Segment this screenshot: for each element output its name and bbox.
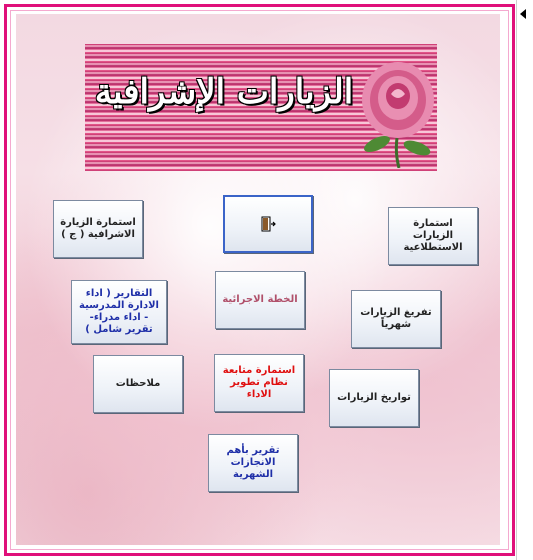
vertical-scrollbar[interactable] <box>516 0 533 560</box>
exit-button[interactable] <box>223 195 313 253</box>
notes-button[interactable]: ملاحظات <box>93 355 183 413</box>
survey-visits-form-button[interactable]: استمارة الزيارات الاستطلاعية <box>388 207 478 265</box>
exit-door-icon <box>260 216 276 232</box>
rose-image <box>355 48 441 168</box>
banner-title: الزيارات الإشرافية <box>94 72 354 112</box>
form-canvas <box>16 14 500 545</box>
triangle-left-icon[interactable] <box>520 9 526 19</box>
title-banner <box>85 44 437 171</box>
supervisory-visit-form-button[interactable]: استمارة الزيارة الاشرافية ( ج ) <box>53 200 143 258</box>
action-plan-button[interactable]: الخطة الاجرائية <box>215 271 305 329</box>
reports-button[interactable]: التقارير ( اداء الادارة المدرسية - اداء مدراء- تقرير شامل ) <box>71 280 167 344</box>
visit-dates-button[interactable]: تواريخ الزيارات <box>329 369 419 427</box>
performance-followup-form-button[interactable]: استمارة متابعة نظام تطوير الاداء <box>214 354 304 412</box>
monthly-achievements-report-button[interactable]: تقرير بأهم الانجازات الشهرية <box>208 434 298 492</box>
monthly-visits-unload-button[interactable]: تفريغ الزيارات شهرياً <box>351 290 441 348</box>
